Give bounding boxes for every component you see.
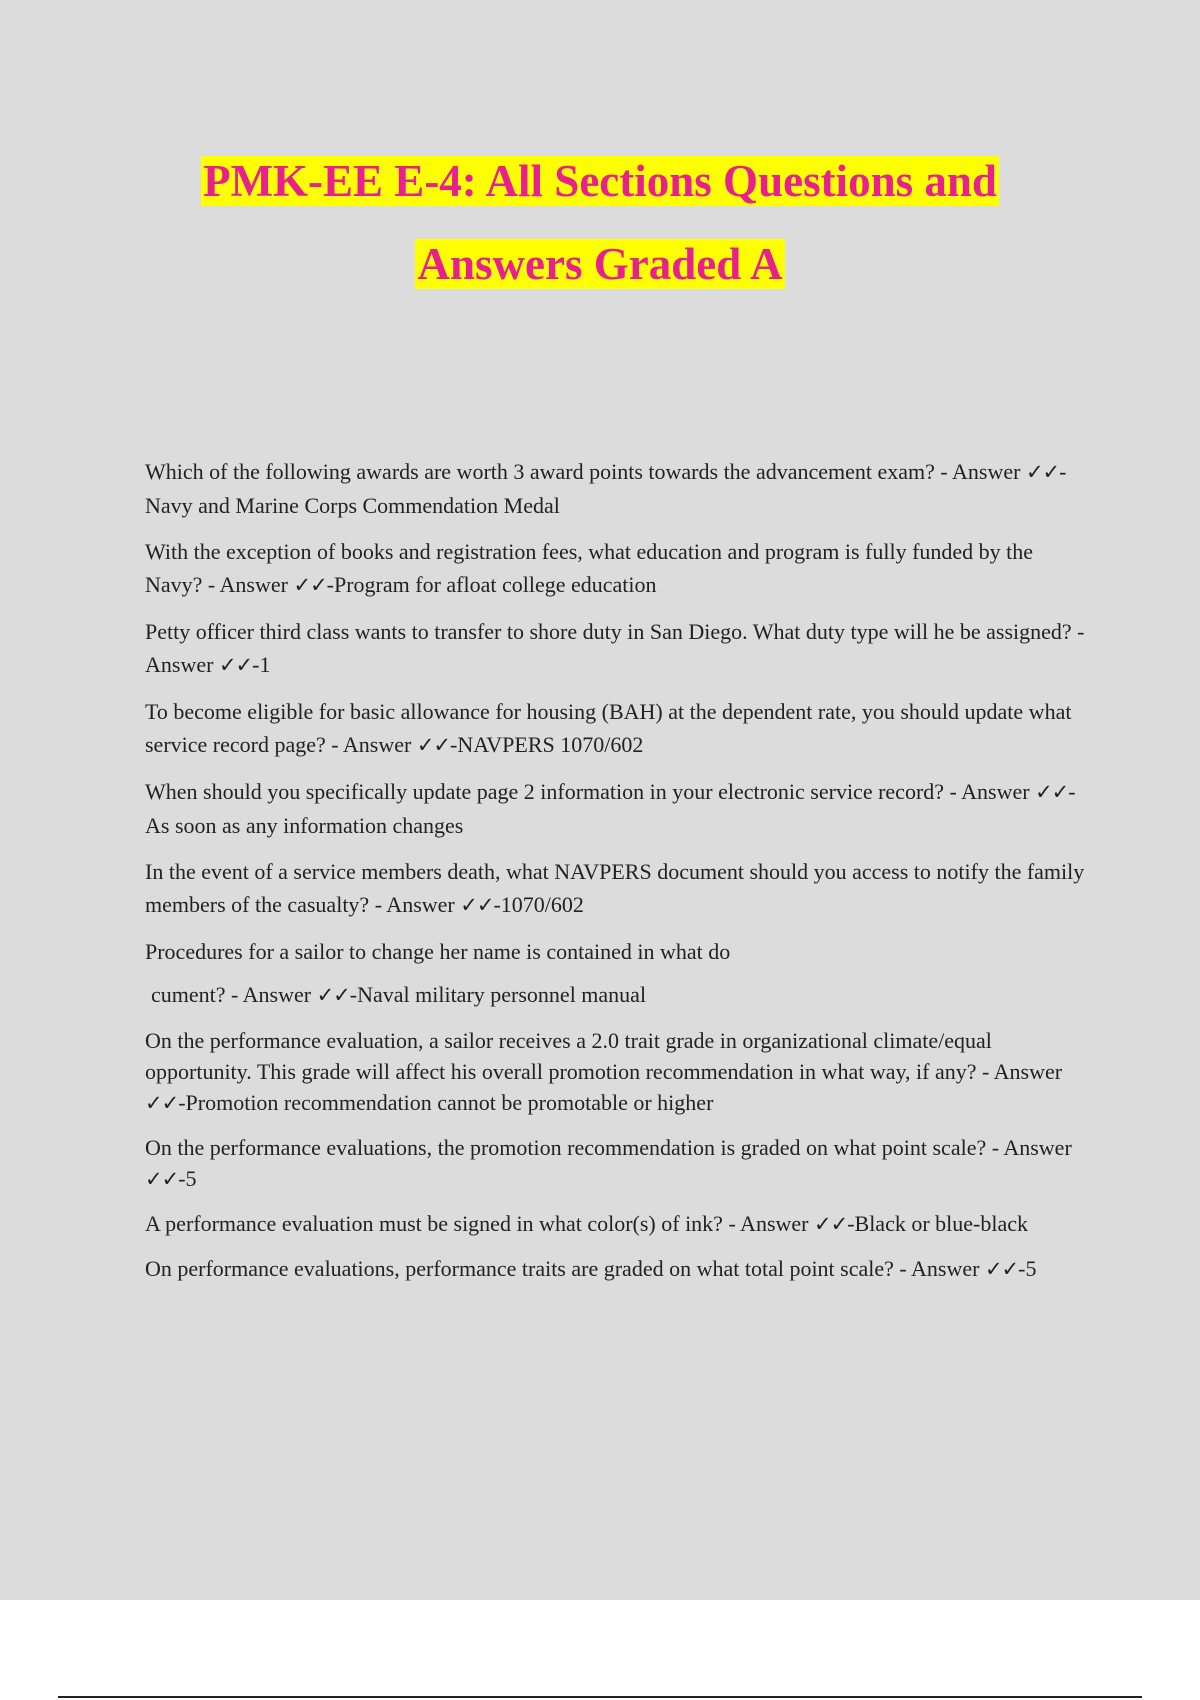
question-text: Procedures for a sailor to change her name is contained in what do — [145, 939, 731, 964]
question-text: Which of the following awards are worth 3 award points towards the advancement exam? - Answer — [145, 459, 1026, 484]
question-text: Petty officer third class wants to transfer to shore duty in San Diego. What duty type will he be assigned? - Answer — [145, 619, 1085, 677]
answer-text: -Program for afloat college education — [326, 572, 657, 597]
qa-list — [145, 455, 1095, 1298]
double-check-icon: ✓✓ — [1025, 460, 1060, 484]
double-check-icon: ✓✓ — [984, 1257, 1019, 1281]
double-check-icon: ✓✓ — [416, 733, 451, 757]
double-check-icon: ✓✓ — [218, 653, 253, 677]
answer-text: -As soon as any information changes — [145, 779, 1076, 838]
answer-text: -NAVPERS 1070/602 — [450, 732, 644, 757]
qa-item-1 — [145, 455, 1095, 522]
title-line-2: Answers Graded A — [417, 239, 783, 289]
qa-item-9 — [145, 1132, 1095, 1195]
answer-text: -5 — [1018, 1256, 1037, 1281]
qa-item-11 — [145, 1253, 1095, 1285]
qa-item-8 — [145, 1025, 1095, 1119]
qa-item-6 — [145, 855, 1095, 922]
qa-item-5 — [145, 775, 1095, 842]
double-check-icon: ✓✓ — [145, 1167, 179, 1191]
answer-text: -1070/602 — [493, 892, 584, 917]
answer-text: -Black or blue-black — [847, 1211, 1028, 1236]
question-text: A performance evaluation must be signed in what color(s) of ink? - Answer — [145, 1211, 814, 1236]
question-text: cument? - Answer — [151, 982, 317, 1007]
double-check-icon: ✓✓ — [813, 1212, 848, 1236]
question-text: With the exception of books and registration fees, what education and program is fully funded by the Navy? - Answer — [145, 539, 1034, 597]
answer-text: -5 — [178, 1166, 197, 1191]
question-text: To become eligible for basic allowance for housing (BAH) at the dependent rate, you should update what service record page? - Answer — [145, 699, 1072, 757]
question-text: In the event of a service members death, what NAVPERS document should you access to notify the family members of the casualty? - Answer — [145, 859, 1085, 917]
qa-item-10 — [145, 1208, 1095, 1240]
answer-text: -Navy and Marine Corps Commendation Medal — [145, 459, 1067, 518]
double-check-icon: ✓✓ — [145, 1091, 179, 1115]
question-text: When should you specifically update page 2 information in your electronic service record? - Answer — [145, 779, 1036, 804]
double-check-icon: ✓✓ — [460, 893, 494, 917]
double-check-icon: ✓✓ — [293, 573, 327, 597]
answer-text: -Promotion recommendation cannot be promotable or higher — [178, 1090, 714, 1115]
question-text: On the performance evaluation, a sailor receives a 2.0 trait grade in organizational climate/equal opportunity. This grade will affect his overall promotion recommendation in what way, if any? - Answer — [145, 1028, 1063, 1084]
answer-text: -Naval military personnel manual — [349, 982, 647, 1007]
question-text: On the performance evaluations, the promotion recommendation is graded on what point scale? - Answer — [145, 1135, 1072, 1160]
double-check-icon: ✓✓ — [316, 983, 350, 1007]
qa-item-7-part-2 — [145, 978, 1095, 1012]
double-check-icon: ✓✓ — [1035, 780, 1069, 804]
title-line-1: PMK-EE E-4: All Sections Questions and — [203, 156, 997, 206]
question-text: On performance evaluations, performance traits are graded on what total point scale? - Answer — [145, 1256, 985, 1281]
answer-text: -1 — [252, 652, 271, 677]
qa-item-4 — [145, 695, 1095, 762]
qa-item-7-part-1 — [145, 935, 1095, 968]
qa-item-3 — [145, 615, 1095, 682]
page-title — [0, 140, 1200, 306]
footer-divider — [58, 1696, 1142, 1698]
qa-item-2 — [145, 535, 1095, 602]
